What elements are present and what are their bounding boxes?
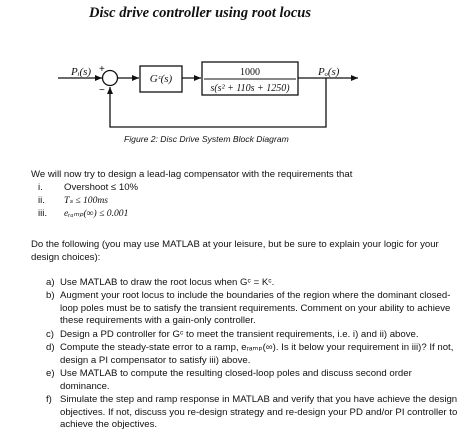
requirement-number: ii. [38,195,45,206]
task-label: e) [46,368,55,379]
task-text: Design a PD controller for Gᶜ to meet the transient requirements, i.e. i) and ii) above. [60,329,419,340]
task-item [46,329,461,342]
requirement-item [38,194,108,207]
task-text: Compute the steady-state error to a ramp, eᵣₐₘₚ(∞). Is it below your requirement in iii)? If not, design a PI compensator to satisfy iii) above. [60,342,454,366]
requirement-number: i. [38,182,43,193]
instructions-text: Do the following (you may use MATLAB at your leisure, but be sure to explain your logic for your design choices): [31,239,439,263]
task-item [46,277,461,290]
plus-sign: + [99,64,105,75]
requirement-item [38,181,138,194]
controller-label: Gᶜ(s) [149,73,173,85]
task-item [46,290,461,328]
requirement-text: Overshoot ≤ 10% [64,182,139,193]
task-label: a) [46,277,55,288]
block-diagram [0,0,474,150]
requirement-item [38,207,128,220]
requirement-number: iii. [38,208,48,219]
output-label: Pₒ(s) [318,66,340,78]
task-label: c) [46,329,54,340]
requirement-text: Tₛ ≤ 100ms [64,195,109,206]
task-item [46,368,461,393]
plant-numerator: 1000 [240,67,260,78]
task-text: Use MATLAB to draw the root locus when Gᶜ = Kᶜ. [60,277,275,288]
task-label: b) [46,290,55,301]
task-item [46,342,461,367]
input-label: Pᵢ(s) [71,66,92,78]
task-text: Simulate the step and ramp response in MATLAB and verify that you have achieve the design objectives. If not, discuss you re-design strategy and re-design your PD and/or PI controller to achieve the objectives. [60,394,458,431]
task-text: Use MATLAB to compute the resulting closed-loop poles and discuss second order dominance. [60,368,412,392]
figure-caption: Figure 2: Disc Drive System Block Diagram [124,134,289,144]
task-label: f) [46,394,52,405]
plant-denominator: s(s² + 110s + 1250) [210,83,290,94]
task-item [46,394,461,432]
intro-text: We will now try to design a lead-lag compensator with the requirements that [31,169,353,180]
task-text: Augment your root locus to include the boundaries of the region where the dominant closed-loop poles must be to satisfy the transient requirements. Comment on your ability to achieve these requirements with a gain-only controller. [60,290,451,327]
requirement-text: eᵣₐₘₚ(∞) ≤ 0.001 [64,208,129,219]
page-title: Disc drive controller using root locus [89,5,311,21]
minus-sign: − [99,85,105,96]
task-label: d) [46,342,55,353]
